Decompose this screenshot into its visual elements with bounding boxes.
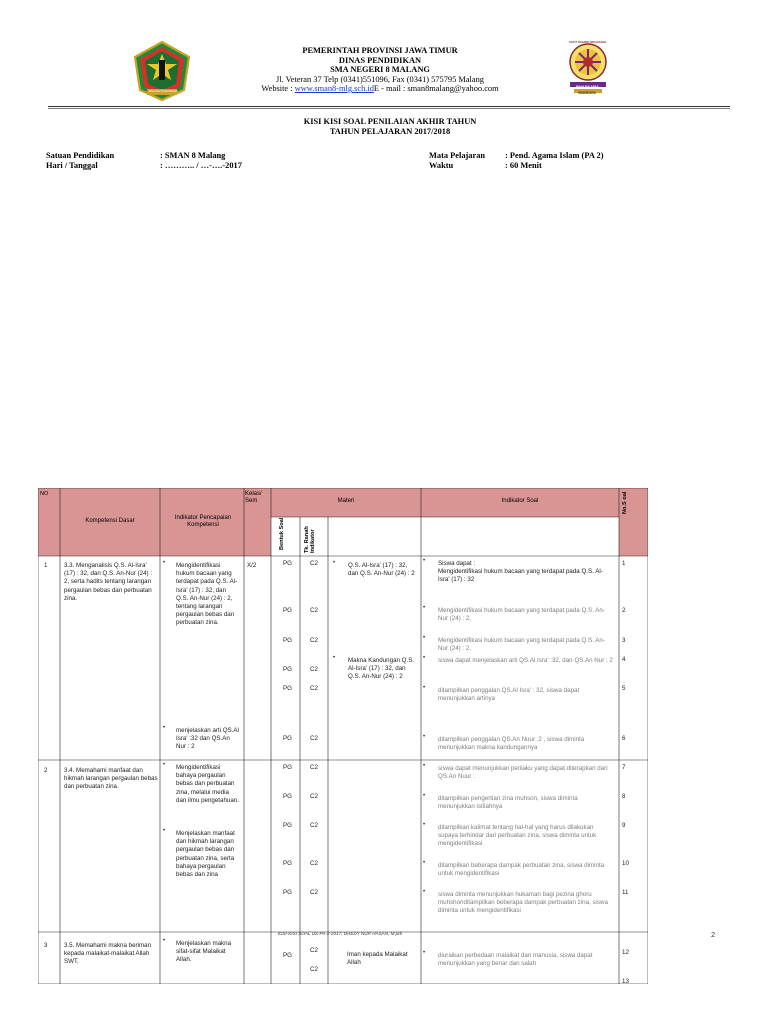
bullet: • [423, 655, 426, 661]
q-ranah: C2 [310, 560, 318, 567]
q-indikator: Mengidentifikasi hukum bacaan yang terdapat pada Q.S. An-Nur (24) : 2, [438, 607, 605, 623]
website-label: Website : [261, 84, 295, 93]
row1-ipk1: Mengidentifikasi hukum bacaan yang terdapat pada Q.S. Al-Isra' (17) : 32, dan Q.S. An-Nur (24) : 2, tentang larangan pergaulan bebas dan perbuatan zina. [176, 562, 238, 627]
right-logo-text-bottom2: SMANDAYA [578, 91, 596, 95]
page-number: 2 [711, 930, 716, 939]
row3-no: 3 [44, 942, 48, 949]
col-no-header: NO [40, 491, 49, 497]
q-bentuk: PG [283, 666, 292, 673]
q-no: 3 [622, 637, 626, 644]
q-no: 6 [622, 735, 626, 742]
footer-note: KISI-KISI SOAL US-PA-2-2017; DHEDY NUR HASAN, M.pdi [278, 931, 402, 936]
row1-no: 1 [44, 562, 48, 569]
row1-kelas: X/2 [247, 562, 257, 569]
q-no: 9 [622, 822, 626, 829]
q-indikator: Mengidentifikasi hukum bacaan yang terdapat pada Q.S. An-Nur (24) : 2, [438, 637, 605, 653]
bullet: • [423, 793, 426, 799]
letterhead-contact [200, 84, 560, 94]
bullet: • [423, 635, 426, 641]
letterhead-line1: PEMERINTAH PROVINSI JAWA TIMUR [302, 46, 458, 55]
col-ranah-header: Tk. Ranah Indikator [304, 526, 316, 553]
row3-ipk1: Menjelaskan makna sifat-sifat Malaikat Allah. [176, 940, 232, 964]
bullet: • [423, 605, 426, 611]
q-ranah: C2 [310, 764, 318, 771]
q-indikator: ditampilkan kalimat tentang hal-hal yang harus dilakukan supaya terhindar dari perbuatan zina, siswa diminta untuk mengidentifikasi [438, 824, 597, 848]
satuan-label: Satuan Pendidikan [46, 151, 115, 160]
q-no: 2 [622, 607, 626, 614]
q-no: 7 [622, 764, 626, 771]
q-indikator: ditampilkan beberapa dampak perbuatan zina, siswa diminta untuk mengidentifikasi [438, 862, 605, 878]
hari-value: : ……….. / …-….-2017 [160, 161, 242, 170]
q-bentuk: PG [283, 735, 292, 742]
bullet: • [423, 734, 426, 740]
q-ranah: C2 [310, 735, 318, 742]
right-logo-text-bottom1: BHASKARA [576, 84, 599, 89]
letterhead-line2: DINAS PENDIDIKAN [338, 55, 422, 65]
col-nosoal-header: No.S oal [622, 491, 628, 514]
bullet: • [423, 763, 426, 769]
q-indikator: Siswa dapat : Mengidentifikasi hukum bacaan yang terdapat pada Q.S. Al-Isra' (17) : 32 [438, 560, 603, 584]
hari-label: Hari / Tanggal [46, 161, 98, 170]
bullet: • [423, 685, 426, 691]
q-ranah: C2 [310, 889, 318, 896]
q-bentuk: PG [283, 607, 292, 614]
bullet: • [423, 889, 426, 895]
q-indikator: diuraikan perbedaan malaikat dan manusia, siswa dapat menunjukkan yang benar dan salah [438, 952, 593, 968]
row2-ipk1: Mengidentifikasi bahaya pergaulan bebas dan perbuatan zina, melalui media dan ilmu pengetahuan. [176, 764, 239, 804]
q-ranah: C2 [310, 607, 318, 614]
q-indikator: ditampilkan pengertian zina muhson, siswa diminta menunjukkan istilahnya [438, 795, 578, 811]
doc-title-line1: KISI KISI SOAL PENILAIAN AKHIR TAHUN [303, 117, 477, 126]
row1-ipk2: menjelaskan arti QS.Al Isra' :32 dan QS.An Nur : 2 [176, 727, 239, 751]
col-bentuk-header: Bentuk Soal [279, 517, 285, 550]
q-no: 10 [622, 860, 629, 867]
row1-materi1: Q.S. Al-Isra' (17) : 32, dan Q.S. An-Nur (24) : 2 [348, 562, 415, 578]
q-indikator: siswa dapat menjelaskan arti QS.Al Isra' :32, dan QS.An Nur ; 2 [438, 657, 613, 664]
satuan-value: : SMAN 8 Malang [160, 151, 226, 160]
q-ranah: C2 [310, 637, 318, 644]
row3-materi: Iman kepada Malaikat Allah [347, 951, 408, 967]
q-indikator: ditampilkan penggalan QS.An Nuur :2 , siswa diminta menunjukkan makna kandungannya [438, 736, 585, 752]
q-ranah: C2 [310, 860, 318, 867]
col-materi-header: Materi [337, 498, 355, 504]
bullet: • [163, 828, 166, 834]
row1-kd: 3.3. Menganalisis Q.S. Al-Isra' (17) : 32, dan Q.S. An-Nur (24) : 2, serta hadits tentang larangan pergaulan bebas dan perbuatan zina. [64, 562, 153, 602]
q-ranah: C2 [310, 822, 318, 829]
bullet: • [423, 950, 426, 956]
bullet: • [163, 762, 166, 768]
header-rule-thick [48, 106, 730, 107]
bullet: • [333, 560, 336, 566]
email-text: E - mail : sman8malang@yahoo.com [373, 84, 499, 93]
row1-materi2: Makna Kandungan Q.S. Al-Isra' (17) : 32, dan Q.S. An-Nur (24) : 2 [348, 657, 415, 681]
bullet: • [163, 938, 166, 944]
q-ranah: C2 [310, 666, 318, 673]
bullet: • [423, 558, 426, 564]
q-ranah: C2 [310, 966, 318, 973]
right-logo-text-top: SATYA DHARMA WICAKSANA [569, 41, 607, 44]
letterhead-line3: SMA NEGERI 8 MALANG [330, 65, 430, 74]
q-no: 8 [622, 793, 626, 800]
bullet: • [163, 725, 166, 731]
q-ranah: C2 [310, 793, 318, 800]
row2-no: 2 [44, 767, 48, 774]
row2-kd: 3.4. Memahami manfaat dan hikmah larangan pergaulan bebas dan perbuatan zina. [64, 767, 158, 791]
mapel-value: : Pend. Agama Islam (PA 2) [505, 151, 604, 160]
row2-ipk2: Menjelaskan manfaat dan hikmah larangan pergaulan bebas dan perbuatan zina, serta bahaya pergaulan bebas dan zina [176, 830, 235, 879]
q-bentuk: PG [283, 560, 292, 567]
row3-kd: 3.5. Memahami makna beriman kepada malaikat-malaikat Allah SWT. [64, 942, 152, 966]
waktu-value: : 60 Menit [505, 161, 542, 170]
col-kd-header: Kompetensi Dasar [85, 518, 135, 524]
col-kelas-header: Kelas/ Sem [245, 491, 262, 504]
q-bentuk: PG [283, 764, 292, 771]
q-no: 12 [622, 949, 629, 956]
q-bentuk: PG [283, 952, 292, 959]
bullet: • [423, 860, 426, 866]
q-indikator: ditampilkan penggalan QS.Al Isra' : 32, siswa dapat menunjukkan artinya [438, 687, 580, 703]
q-no: 1 [622, 560, 626, 567]
col-ipk-header: Indikator Pencapaian Kompetensi [174, 515, 232, 528]
left-logo-text: MALANG KUCECWARA [149, 90, 178, 93]
q-bentuk: PG [283, 637, 292, 644]
q-no: 5 [622, 685, 626, 692]
header-rule-thin [48, 108, 730, 109]
mapel-label: Mata Pelajaran [429, 151, 486, 160]
q-ranah: C2 [310, 947, 318, 954]
bullet: • [333, 655, 336, 661]
q-no: 11 [622, 889, 629, 896]
q-indikator: siswa diminta menunjukkan hukaman bagi pezina ghoru muhshonditampilkan beberapa dampak perbuatan zina, siswa diminta untuk mengidentifikasi [438, 891, 608, 915]
doc-title-line2: TAHUN PELAJARAN 2017/2018 [329, 127, 451, 136]
q-bentuk: PG [283, 860, 292, 867]
col-indikator-header: Indikator Soal [501, 498, 539, 504]
q-bentuk: PG [283, 822, 292, 829]
bullet: • [163, 560, 166, 566]
q-no: 13 [622, 978, 629, 985]
q-no: 4 [622, 656, 626, 663]
website-link[interactable]: www.sman8-mlg.sch.id [294, 84, 374, 93]
bullet: • [423, 822, 426, 828]
letterhead [200, 46, 560, 94]
q-indikator: siswa dapat menunjukkan perilaku yang dapat diterapkan dari QS.An Nuur : [438, 765, 608, 781]
waktu-label: Waktu [429, 161, 454, 170]
q-bentuk: PG [283, 793, 292, 800]
q-bentuk: PG [283, 685, 292, 692]
q-bentuk: PG [283, 889, 292, 896]
q-ranah: C2 [310, 685, 318, 692]
letterhead-address: Jl. Veteran 37 Telp (0341)551096, Fax (0341) 575795 Malang [276, 74, 484, 84]
